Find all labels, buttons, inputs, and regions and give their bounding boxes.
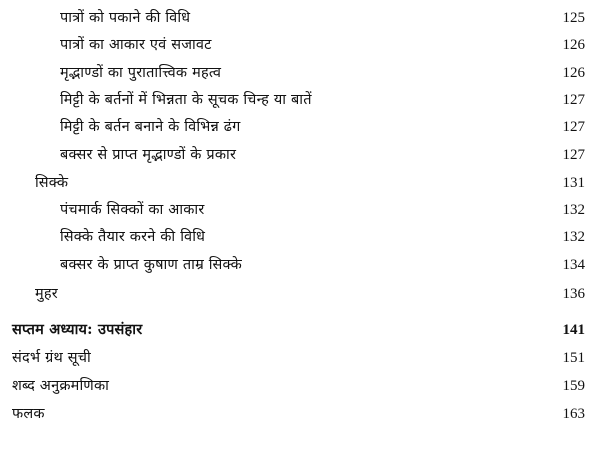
toc-entry-label: मिट्टी के बर्तनों में भिन्नता के सूचक चिन्ह या बातें xyxy=(60,92,312,108)
toc-entry-page: 141 xyxy=(562,322,585,338)
toc-entry xyxy=(0,252,600,278)
toc-entry xyxy=(0,197,600,223)
toc-entry xyxy=(0,5,600,31)
toc-entry-label: फलक xyxy=(12,406,45,422)
toc-entry-page: 151 xyxy=(562,350,585,366)
toc-entry-page: 125 xyxy=(562,10,585,26)
toc-entry xyxy=(0,224,600,250)
toc-entry-page: 134 xyxy=(562,257,585,273)
toc-entry-label: पात्रों को पकाने की विधि xyxy=(60,10,191,26)
toc-entry-label: संदर्भ ग्रंथ सूची xyxy=(12,350,91,366)
toc-entry-page: 126 xyxy=(562,65,585,81)
toc-entry-page: 132 xyxy=(562,229,585,245)
toc-entry xyxy=(0,281,600,307)
toc-entry-page: 127 xyxy=(562,92,585,108)
toc-entry-page: 127 xyxy=(562,147,585,163)
toc-entry-page: 127 xyxy=(562,119,585,135)
toc-entry xyxy=(0,114,600,140)
toc-entry xyxy=(0,373,600,399)
toc-entry-page: 132 xyxy=(562,202,585,218)
toc-entry xyxy=(0,32,600,58)
toc-entry-page: 136 xyxy=(562,286,585,302)
toc-entry-page: 126 xyxy=(562,37,585,53)
toc-entry xyxy=(0,401,600,427)
toc-entry xyxy=(0,60,600,86)
toc-entry-label: पात्रों का आकार एवं सजावट xyxy=(60,37,212,53)
toc-entry-page: 159 xyxy=(562,378,585,394)
toc-entry-label: सिक्के xyxy=(35,175,69,191)
toc-entry xyxy=(0,345,600,371)
toc-entry-label: सिक्के तैयार करने की विधि xyxy=(60,229,206,245)
toc-entry-label: मृद्भाण्डों का पुरातात्त्विक महत्व xyxy=(60,65,222,81)
toc-chapter-entry xyxy=(0,317,600,343)
toc-entry-label: पंचमार्क सिक्कों का आकार xyxy=(60,202,205,218)
toc-entry-label: शब्द अनुक्रमणिका xyxy=(12,378,110,394)
toc-entry-label: सप्तम अध्याय: उपसंहार xyxy=(12,321,143,338)
toc-entry xyxy=(0,170,600,196)
toc-entry xyxy=(0,87,600,113)
toc-entry-label: मिट्टी के बर्तन बनाने के विभिन्न ढंग xyxy=(60,119,241,135)
toc-entry-label: बक्सर से प्राप्त मृद्भाण्डों के प्रकार xyxy=(60,147,237,163)
toc-entry-page: 163 xyxy=(562,406,585,422)
toc-entry-label: बक्सर के प्राप्त कुषाण ताम्र सिक्के xyxy=(60,257,242,273)
toc-entry-page: 131 xyxy=(562,175,585,191)
toc-entry xyxy=(0,142,600,168)
toc-entry-label: मुहर xyxy=(35,286,58,302)
